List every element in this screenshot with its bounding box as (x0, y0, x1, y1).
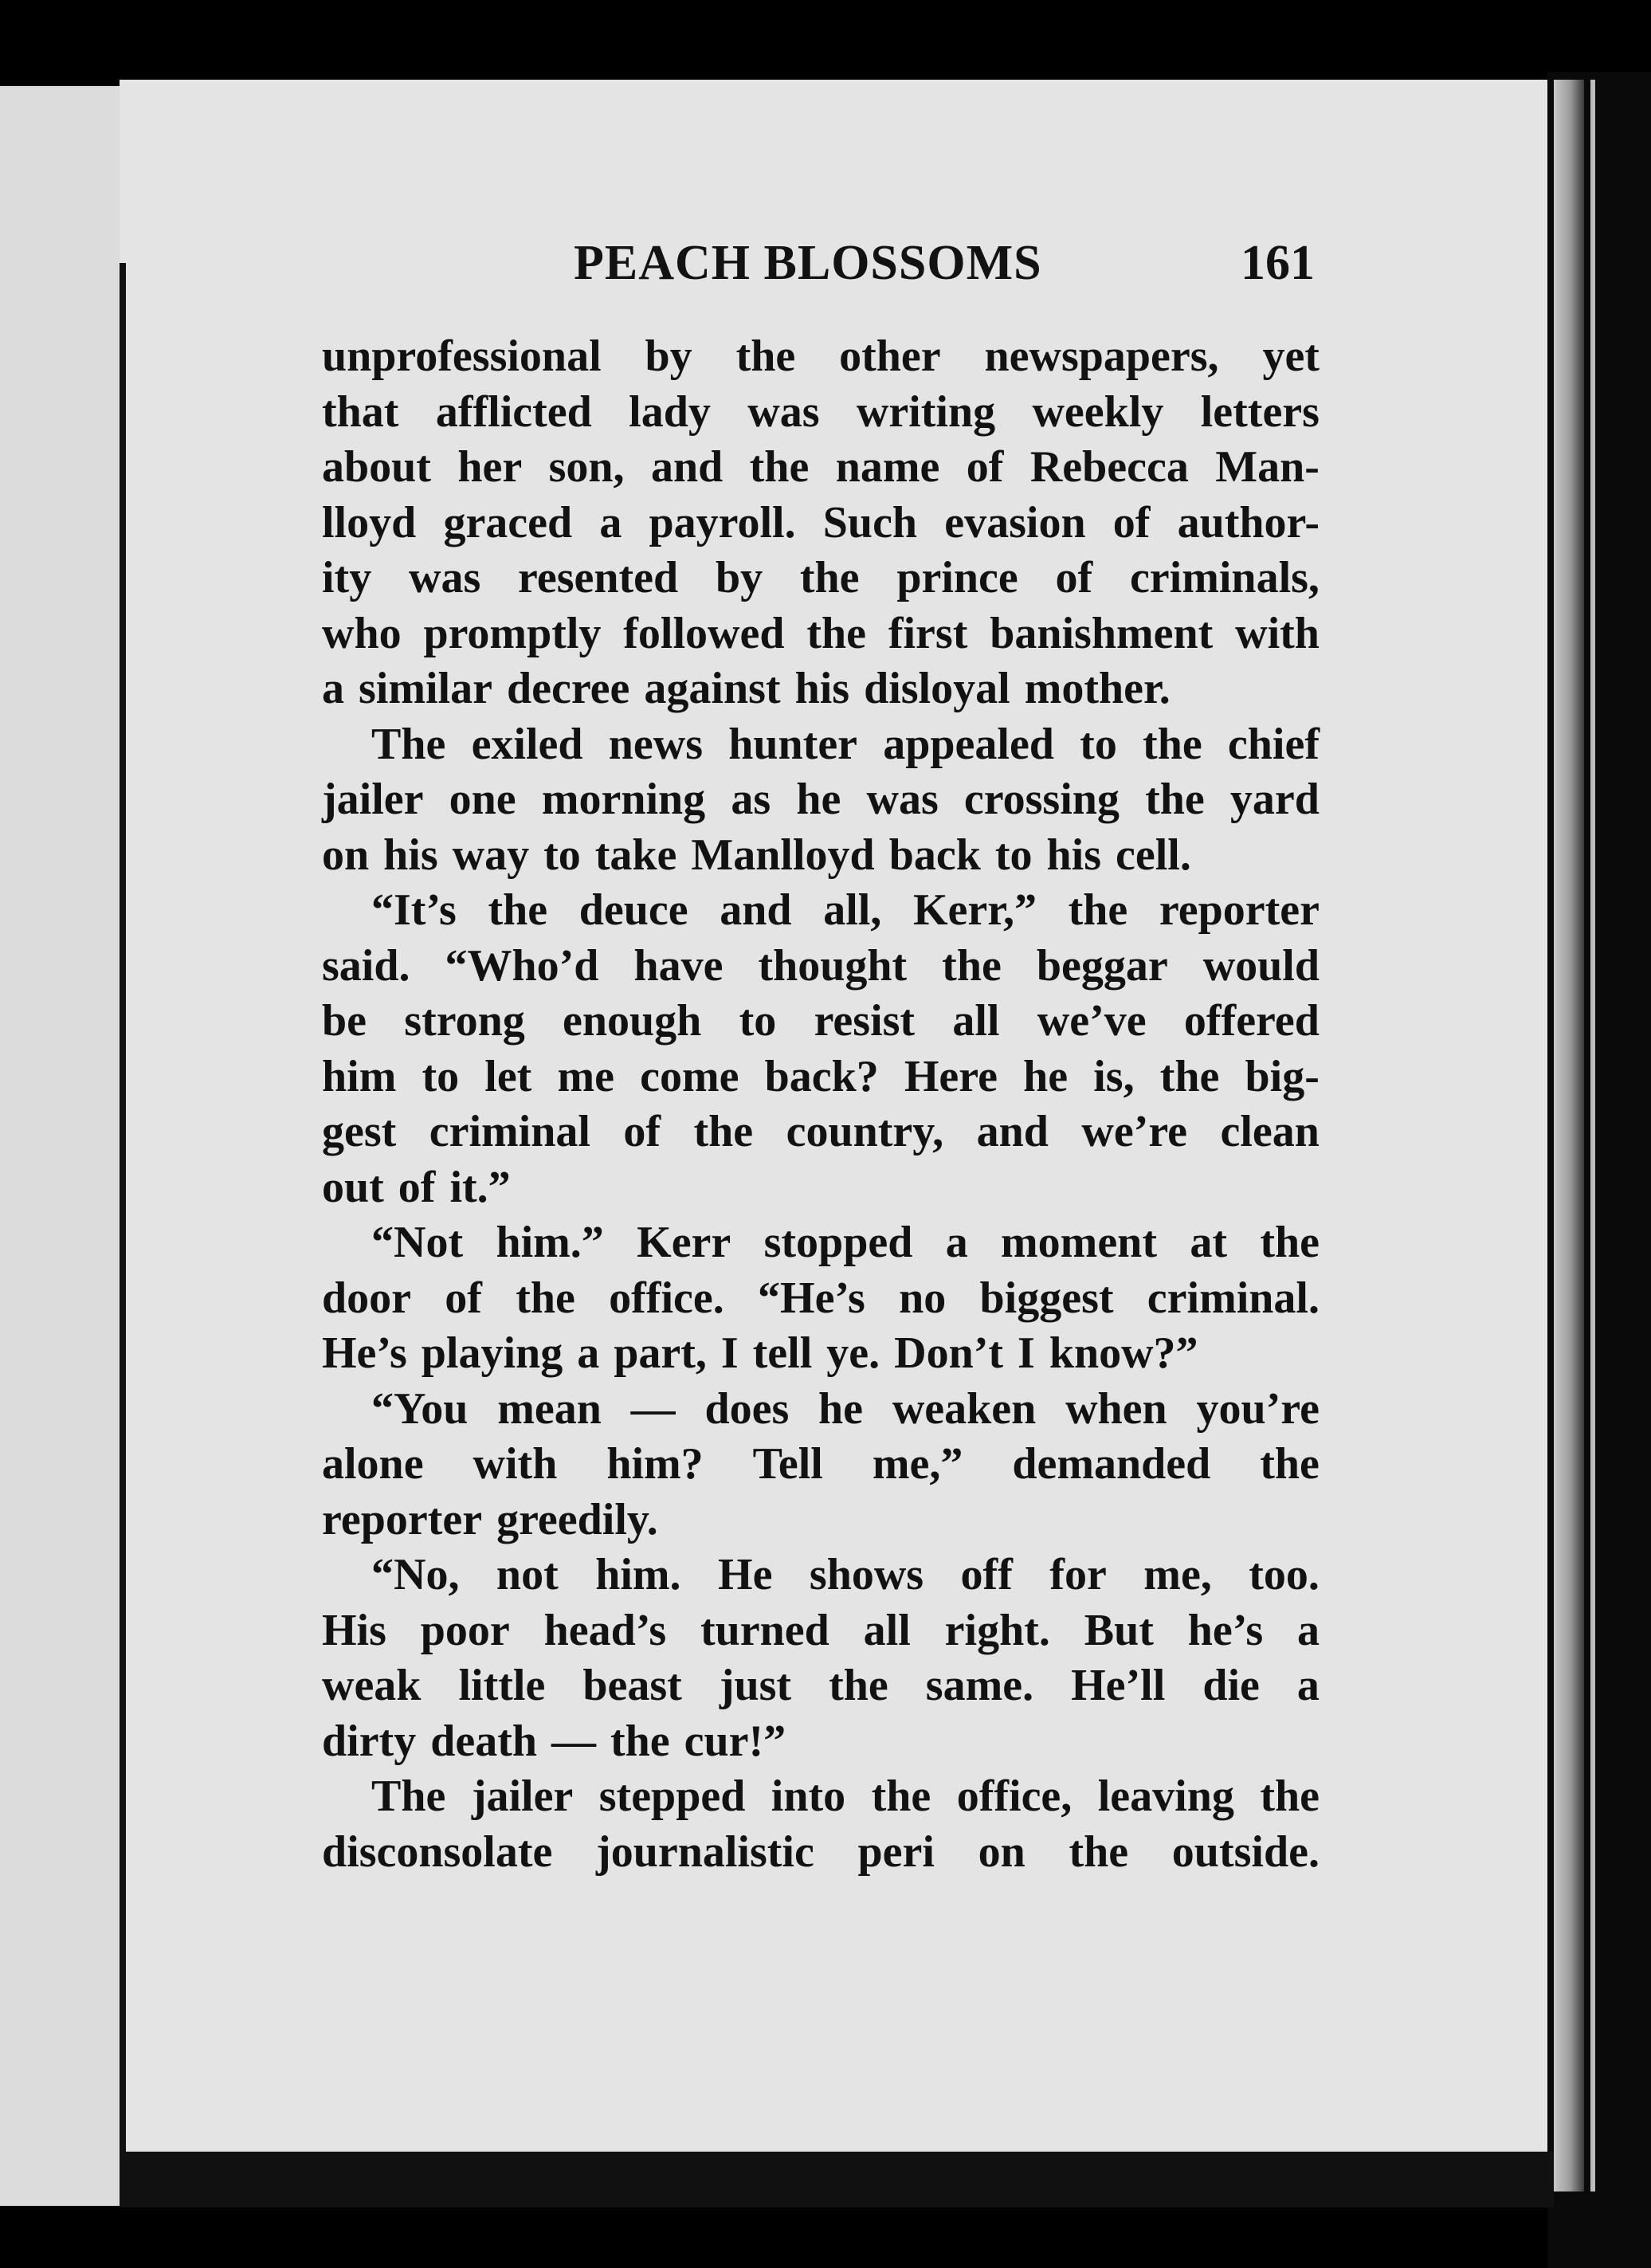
word: clean (1220, 1107, 1320, 1156)
word: banishment (990, 608, 1214, 658)
word: crossing (963, 775, 1120, 824)
word: too. (1249, 1550, 1320, 1599)
word: to (422, 1051, 460, 1101)
word: her (457, 442, 523, 492)
word: with (473, 1439, 558, 1489)
word: at (1190, 1218, 1227, 1267)
word: no (899, 1273, 947, 1323)
word: on (322, 830, 370, 880)
word: outside. (1171, 1827, 1320, 1877)
page-edge-stack (1554, 80, 1584, 2191)
word: just (719, 1661, 792, 1710)
word: reporter (322, 1494, 483, 1544)
word: me (557, 1051, 614, 1101)
word: cell. (1116, 830, 1191, 880)
text-line (322, 606, 1320, 662)
word: writing (856, 387, 996, 437)
word: news (608, 719, 704, 769)
word: letters (1200, 387, 1320, 437)
word: yet (1262, 332, 1320, 381)
bottom-scan-edge (120, 2152, 1554, 2207)
word: the (1068, 885, 1128, 935)
word: ye. (826, 1328, 880, 1378)
word: strong (404, 996, 525, 1046)
word: weekly (1032, 387, 1164, 437)
text-line (322, 329, 1320, 385)
word: mother. (1024, 664, 1171, 713)
word: office, (956, 1772, 1073, 1821)
word: die (1202, 1661, 1260, 1710)
word: journalistic (596, 1827, 814, 1877)
word: hunter (728, 719, 858, 769)
word: to (994, 830, 1033, 880)
word: is, (1093, 1051, 1135, 1101)
word: afflicted (435, 387, 592, 437)
word: promptly (423, 608, 602, 658)
page-number: 161 (1241, 236, 1315, 290)
word: little (458, 1661, 546, 1710)
word: moment (1001, 1218, 1157, 1267)
word: was (747, 387, 820, 437)
word: “Who’d (445, 940, 599, 991)
word: a (1296, 1661, 1320, 1710)
word: payroll. (649, 497, 796, 547)
word: take (594, 830, 677, 880)
word: when (1065, 1383, 1167, 1434)
word: him? (606, 1439, 704, 1489)
word: was (409, 553, 481, 602)
word: other (839, 332, 941, 381)
word: be (322, 996, 367, 1046)
word: gest (322, 1107, 397, 1156)
word: name (835, 442, 940, 492)
word: decree (506, 664, 630, 713)
word: the (488, 885, 548, 935)
word: peri (857, 1827, 935, 1877)
word: followed (623, 608, 785, 658)
word: to (1080, 719, 1117, 769)
word: head’s (543, 1605, 667, 1655)
word: have (633, 940, 724, 991)
word: the (693, 1107, 754, 1156)
word: all (952, 996, 1000, 1046)
word: a (945, 1218, 968, 1267)
word: one (449, 775, 516, 824)
word: would (1202, 940, 1320, 991)
word: the (871, 1772, 931, 1821)
word: out (322, 1162, 384, 1212)
word: the (1143, 719, 1202, 769)
word: that (322, 387, 399, 437)
word: we’re (1081, 1107, 1188, 1156)
word: shows (809, 1550, 924, 1599)
text-line (322, 1437, 1320, 1493)
word: jailer (322, 775, 424, 824)
word: a (1296, 1605, 1320, 1655)
word: of (966, 442, 1004, 492)
text-line (322, 1825, 1320, 1881)
word: against (644, 664, 781, 713)
word: Manlloyd (691, 830, 875, 880)
word: as (731, 775, 771, 824)
word: “You (371, 1383, 469, 1434)
word: of (1055, 553, 1093, 602)
text-line (322, 1215, 1320, 1271)
text-line (322, 661, 1320, 717)
running-head (574, 215, 1315, 311)
word: cur!” (684, 1716, 786, 1766)
word: turned (700, 1605, 829, 1655)
word: he’s (1187, 1605, 1264, 1655)
word: The (371, 1772, 446, 1821)
word: know?” (1049, 1328, 1198, 1378)
word: Such (822, 497, 918, 547)
text-line (322, 496, 1320, 551)
word: back (888, 830, 981, 880)
word: the (1260, 1439, 1320, 1489)
text-line (322, 551, 1320, 606)
text-line (322, 717, 1320, 773)
word: he (818, 1383, 864, 1434)
word: you’re (1196, 1383, 1320, 1434)
word: Rebecca (1029, 442, 1189, 492)
word: beast (582, 1661, 682, 1710)
word: stopped (763, 1218, 913, 1267)
word: into (771, 1772, 846, 1821)
word: his (794, 664, 850, 713)
word: the (1260, 1772, 1320, 1821)
word: criminals, (1129, 553, 1320, 602)
text-line (322, 1769, 1320, 1825)
word: the (829, 1661, 888, 1710)
word: was (866, 775, 939, 824)
word: his (1046, 830, 1101, 880)
word: him.” (496, 1218, 604, 1267)
word: does (704, 1383, 790, 1434)
word: disloyal (864, 664, 1010, 713)
word: death (430, 1716, 538, 1766)
word: His (322, 1605, 386, 1655)
word: first (888, 608, 968, 658)
word: “He’s (758, 1273, 865, 1323)
word: we’ve (1037, 996, 1147, 1046)
word: stepped (598, 1772, 746, 1821)
word: he (796, 775, 841, 824)
word: similar (359, 664, 492, 713)
text-line (322, 385, 1320, 441)
text-line (322, 1105, 1320, 1160)
text-line (322, 1160, 1320, 1216)
word: and (720, 885, 792, 935)
word: of (1112, 497, 1151, 547)
word: him. (595, 1550, 681, 1599)
word: for (1049, 1550, 1107, 1599)
word: thought (758, 940, 908, 991)
word: son, (548, 442, 625, 492)
word: about (322, 442, 431, 492)
body-text (322, 329, 1320, 1880)
word: yard (1229, 775, 1320, 824)
word: Here (904, 1051, 998, 1101)
word: it.” (449, 1162, 511, 1212)
word: and (650, 442, 724, 492)
word: deuce (578, 885, 688, 935)
word: I (1018, 1328, 1035, 1378)
word: off (960, 1550, 1013, 1599)
text-line (322, 939, 1320, 995)
word: “Not (371, 1218, 464, 1267)
word: office. (609, 1273, 724, 1323)
word: country, (786, 1107, 944, 1156)
word: by (645, 332, 692, 381)
word: But (1084, 1605, 1154, 1655)
word: who (322, 608, 402, 658)
gutter-shadow-line (120, 263, 126, 2191)
text-line (322, 1548, 1320, 1603)
word: — (551, 1716, 597, 1766)
word: resist (814, 996, 916, 1046)
word: appealed (883, 719, 1054, 769)
word: the (799, 553, 860, 602)
word: the (1260, 1218, 1320, 1267)
text-line (322, 1382, 1320, 1438)
word: graced (443, 497, 573, 547)
word: me, (1143, 1550, 1212, 1599)
word: him (322, 1051, 397, 1101)
word: dirty (322, 1716, 417, 1766)
word: and (976, 1107, 1049, 1156)
word: biggest (979, 1273, 1114, 1323)
word: evasion (944, 497, 1086, 547)
word: enough (563, 996, 702, 1046)
text-line (322, 883, 1320, 939)
word: leaving (1097, 1772, 1234, 1821)
word: playing (421, 1328, 563, 1378)
word: by (715, 553, 763, 602)
word: resented (518, 553, 679, 602)
word: the (516, 1273, 575, 1323)
word: of (398, 1162, 436, 1212)
word: come (640, 1051, 739, 1101)
word: weaken (892, 1383, 1037, 1434)
text-line (322, 828, 1320, 884)
word: of (623, 1107, 661, 1156)
word: the (749, 442, 810, 492)
word: mean (497, 1383, 602, 1434)
word: beggar (1036, 940, 1168, 991)
word: author- (1177, 497, 1320, 547)
word: way (452, 830, 530, 880)
word: said. (322, 940, 410, 991)
word: me,” (872, 1439, 963, 1489)
word: greedily. (496, 1494, 658, 1544)
word: — (630, 1383, 676, 1434)
word: Tell (752, 1439, 823, 1489)
word: He (718, 1550, 773, 1599)
word: the (1145, 775, 1205, 824)
word: the (735, 332, 796, 381)
word: I (720, 1328, 739, 1378)
word: offered (1183, 996, 1320, 1046)
word: on (978, 1827, 1026, 1877)
text-line (322, 772, 1320, 828)
word: big- (1245, 1051, 1320, 1101)
word: Man- (1215, 442, 1320, 492)
running-title: PEACH BLOSSOMS (574, 236, 1042, 290)
word: the (942, 940, 1002, 991)
word: demanded (1012, 1439, 1211, 1489)
word: not (496, 1550, 559, 1599)
word: let (484, 1051, 532, 1101)
word: unprofessional (322, 332, 602, 381)
text-line (322, 1271, 1320, 1327)
word: he (1023, 1051, 1069, 1101)
word: alone (322, 1439, 424, 1489)
word: chief (1227, 719, 1320, 769)
word: same. (925, 1661, 1034, 1710)
word: He’ll (1071, 1661, 1166, 1710)
text-line (322, 440, 1320, 496)
word: criminal. (1147, 1273, 1320, 1323)
text-line (322, 1493, 1320, 1548)
word: ity (322, 553, 372, 602)
word: his (383, 830, 438, 880)
word: back? (764, 1051, 879, 1101)
page-edge-highlight (1590, 80, 1595, 2191)
word: the (1069, 1827, 1129, 1877)
word: morning (541, 775, 706, 824)
text-line (322, 1326, 1320, 1382)
word: lady (629, 387, 711, 437)
word: poor (420, 1605, 510, 1655)
word: of (445, 1273, 482, 1323)
text-line (322, 1714, 1320, 1770)
word: Kerr (637, 1218, 731, 1267)
word: jailer (471, 1772, 574, 1821)
word: all (863, 1605, 911, 1655)
word: tell (752, 1328, 813, 1378)
word: He’s (322, 1328, 407, 1378)
word: prince (896, 553, 1018, 602)
word: part, (614, 1328, 707, 1378)
word: “No, (371, 1550, 460, 1599)
word: disconsolate (322, 1827, 553, 1877)
word: “It’s (371, 885, 457, 935)
word: a (599, 497, 622, 547)
word: the (806, 608, 866, 658)
word: newspapers, (984, 332, 1219, 381)
word: Don’t (894, 1328, 1004, 1378)
word: weak (322, 1661, 422, 1710)
word: with (1235, 608, 1320, 658)
word: to (543, 830, 581, 880)
word: The (371, 719, 446, 769)
word: exiled (471, 719, 583, 769)
word: reporter (1159, 885, 1320, 935)
word: Kerr,” (912, 885, 1037, 935)
word: a (322, 664, 344, 713)
text-line (322, 1050, 1320, 1105)
word: the (1159, 1051, 1220, 1101)
word: right. (944, 1605, 1050, 1655)
word: door (322, 1273, 411, 1323)
text-line (322, 1658, 1320, 1714)
word: the (610, 1716, 670, 1766)
text-line (322, 1603, 1320, 1659)
word: to (739, 996, 777, 1046)
word: criminal (429, 1107, 590, 1156)
word: lloyd (322, 497, 417, 547)
word: a (577, 1328, 600, 1378)
word: all, (823, 885, 882, 935)
text-line (322, 994, 1320, 1050)
